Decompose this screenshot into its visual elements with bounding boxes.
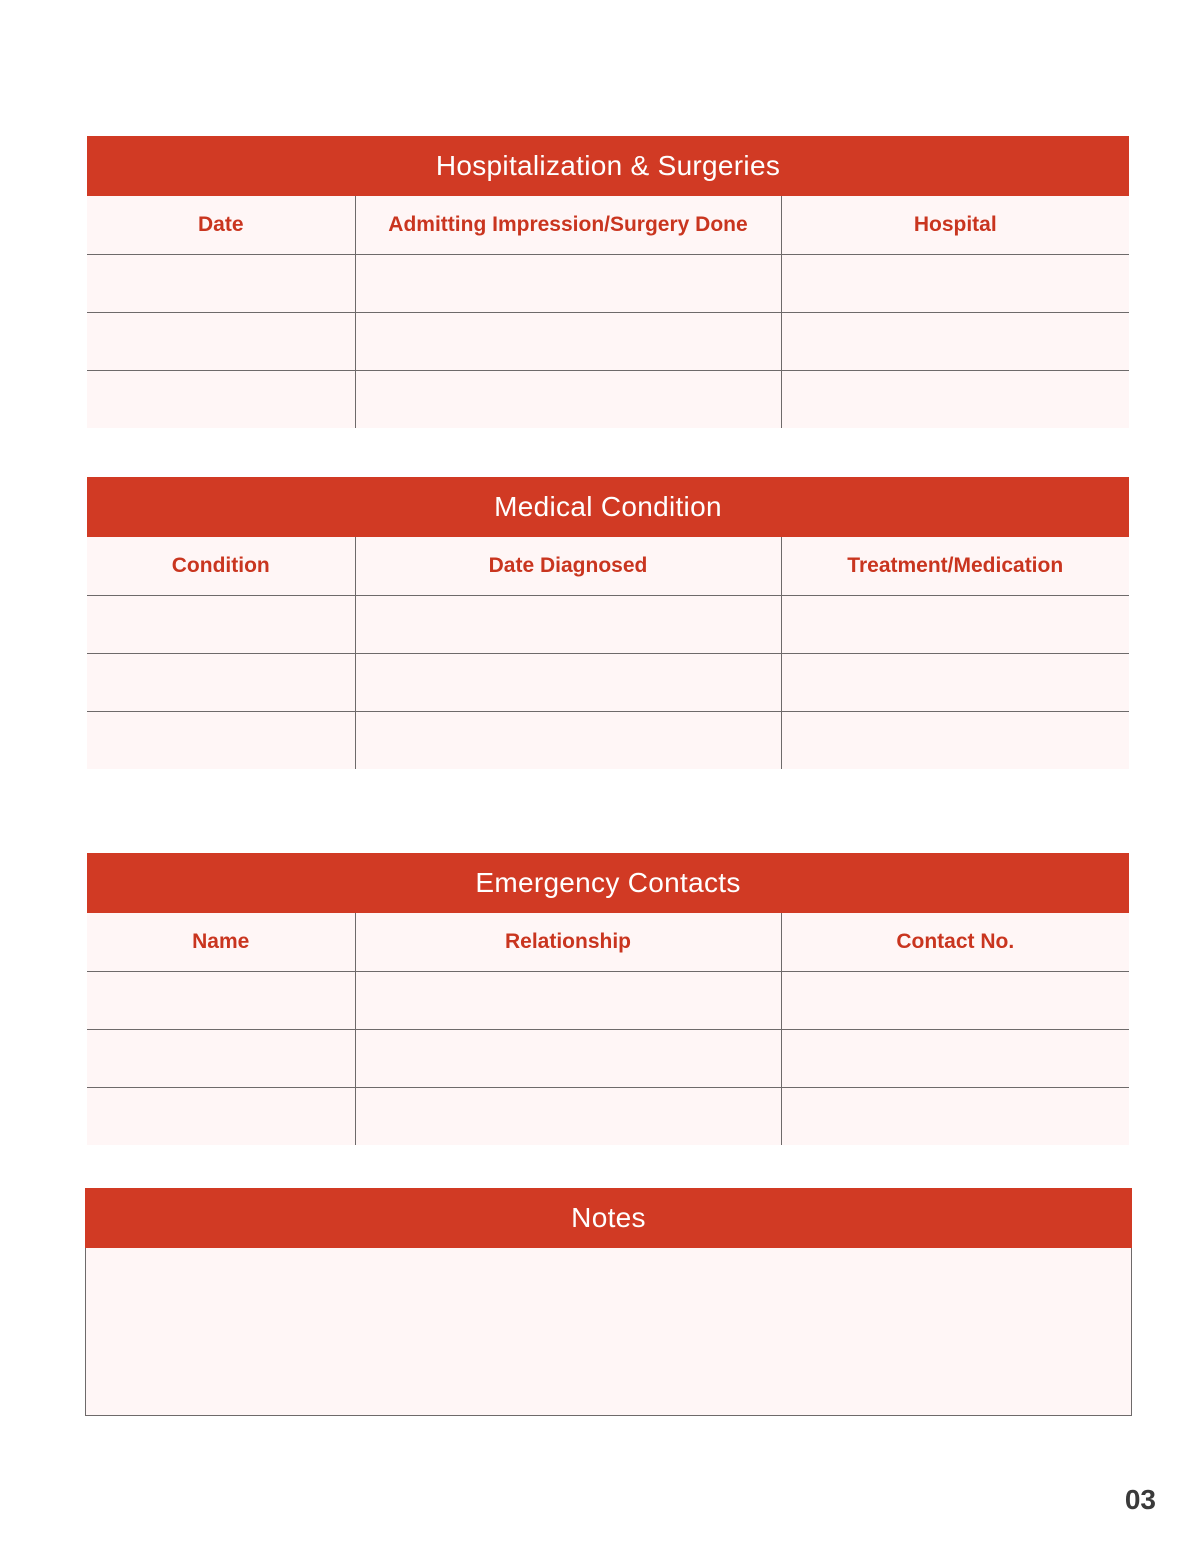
table-cell[interactable] <box>781 254 1129 312</box>
table-cell[interactable] <box>355 312 781 370</box>
emergency-contacts-section <box>87 853 1129 1145</box>
emergency-contacts-table <box>87 913 1129 1145</box>
column-header-relationship: Relationship <box>355 913 781 971</box>
table-cell[interactable] <box>355 254 781 312</box>
column-header-condition: Condition <box>87 537 355 595</box>
table-cell[interactable] <box>781 971 1129 1029</box>
table-cell[interactable] <box>355 1029 781 1087</box>
table-header-row <box>87 196 1129 254</box>
table-row <box>87 1087 1129 1145</box>
table-cell[interactable] <box>87 971 355 1029</box>
hospitalization-table <box>87 196 1129 428</box>
hospitalization-title: Hospitalization & Surgeries <box>87 136 1129 196</box>
table-cell[interactable] <box>355 971 781 1029</box>
notes-section <box>85 1188 1132 1416</box>
table-header-row <box>87 913 1129 971</box>
table-row <box>87 254 1129 312</box>
notes-title: Notes <box>85 1188 1132 1248</box>
hospitalization-section <box>87 136 1129 428</box>
table-cell[interactable] <box>781 653 1129 711</box>
medical-condition-table <box>87 537 1129 769</box>
table-row <box>87 312 1129 370</box>
table-row <box>87 595 1129 653</box>
medical-condition-section <box>87 477 1129 769</box>
table-cell[interactable] <box>781 1087 1129 1145</box>
table-cell[interactable] <box>87 711 355 769</box>
table-cell[interactable] <box>781 1029 1129 1087</box>
column-header-contact-no: Contact No. <box>781 913 1129 971</box>
table-cell[interactable] <box>87 1087 355 1145</box>
table-cell[interactable] <box>87 312 355 370</box>
table-row <box>87 711 1129 769</box>
table-header-row <box>87 537 1129 595</box>
table-cell[interactable] <box>87 254 355 312</box>
table-cell[interactable] <box>781 370 1129 428</box>
table-cell[interactable] <box>87 370 355 428</box>
column-header-hospital: Hospital <box>781 196 1129 254</box>
page-number: 03 <box>1124 1484 1156 1515</box>
medical-condition-title: Medical Condition <box>87 477 1129 537</box>
table-cell[interactable] <box>355 653 781 711</box>
table-row <box>87 653 1129 711</box>
column-header-date: Date <box>87 196 355 254</box>
table-row <box>87 971 1129 1029</box>
table-cell[interactable] <box>87 1029 355 1087</box>
table-cell[interactable] <box>87 595 355 653</box>
table-row <box>87 370 1129 428</box>
table-cell[interactable] <box>781 595 1129 653</box>
column-header-admitting-impression: Admitting Impression/Surgery Done <box>355 196 781 254</box>
emergency-contacts-title: Emergency Contacts <box>87 853 1129 913</box>
table-row <box>87 1029 1129 1087</box>
table-cell[interactable] <box>355 1087 781 1145</box>
table-cell[interactable] <box>781 711 1129 769</box>
table-cell[interactable] <box>355 370 781 428</box>
table-cell[interactable] <box>355 711 781 769</box>
notes-area[interactable] <box>85 1248 1132 1416</box>
column-header-date-diagnosed: Date Diagnosed <box>355 537 781 595</box>
table-cell[interactable] <box>781 312 1129 370</box>
column-header-treatment: Treatment/Medication <box>781 537 1129 595</box>
table-cell[interactable] <box>355 595 781 653</box>
table-cell[interactable] <box>87 653 355 711</box>
column-header-name: Name <box>87 913 355 971</box>
